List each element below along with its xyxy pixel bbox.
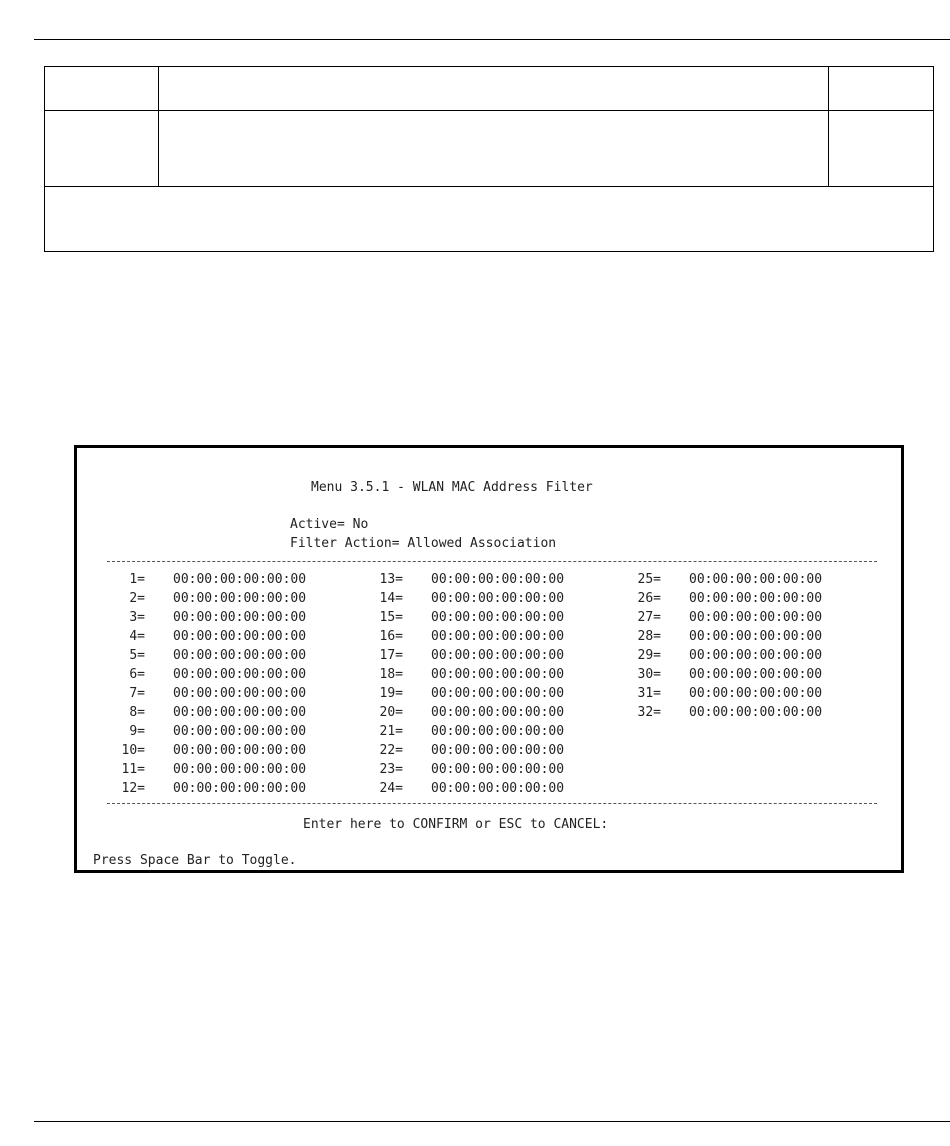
mac-entry[interactable]: 5= 00:00:00:00:00:00 (129, 648, 307, 663)
table-row-divider (45, 110, 933, 111)
mac-entry[interactable]: 1= 00:00:00:00:00:00 (129, 572, 307, 587)
mac-entry[interactable]: 3= 00:00:00:00:00:00 (129, 610, 307, 625)
mac-entry[interactable]: 16= 00:00:00:00:00:00 (379, 629, 565, 644)
mac-entry[interactable]: 27= 00:00:00:00:00:00 (637, 610, 823, 625)
mac-column-2 (357, 570, 565, 798)
mac-entry[interactable]: 13= 00:00:00:00:00:00 (379, 572, 565, 587)
empty-table (44, 66, 934, 252)
mac-entry[interactable]: 31= 00:00:00:00:00:00 (637, 686, 823, 701)
mac-entry[interactable]: 18= 00:00:00:00:00:00 (379, 667, 565, 682)
mac-entry[interactable]: 14= 00:00:00:00:00:00 (379, 591, 565, 606)
mac-entry[interactable]: 32= 00:00:00:00:00:00 (637, 705, 823, 720)
table-column-divider (828, 67, 829, 187)
mac-entry[interactable]: 15= 00:00:00:00:00:00 (379, 610, 565, 625)
mac-entry[interactable]: 28= 00:00:00:00:00:00 (637, 629, 823, 644)
filter-action-value[interactable]: Allowed Association (407, 536, 557, 551)
active-field[interactable] (290, 515, 368, 534)
mac-entry[interactable]: 24= 00:00:00:00:00:00 (379, 781, 565, 796)
filter-action-field[interactable] (290, 534, 556, 553)
terminal-screen (74, 445, 904, 873)
mac-entry[interactable]: 12= 00:00:00:00:00:00 (121, 781, 307, 796)
mac-entry[interactable]: 6= 00:00:00:00:00:00 (129, 667, 307, 682)
mac-entry[interactable]: 7= 00:00:00:00:00:00 (129, 686, 307, 701)
mac-entry[interactable]: 9= 00:00:00:00:00:00 (129, 724, 307, 739)
confirm-prompt[interactable]: Enter here to CONFIRM or ESC to CANCEL: (303, 817, 609, 832)
table-row-divider (45, 186, 933, 187)
mac-entry[interactable]: 17= 00:00:00:00:00:00 (379, 648, 565, 663)
toggle-hint: Press Space Bar to Toggle. (93, 853, 297, 868)
dashed-divider (107, 803, 877, 804)
mac-entry[interactable]: 10= 00:00:00:00:00:00 (121, 743, 307, 758)
menu-title: Menu 3.5.1 - WLAN MAC Address Filter (311, 480, 593, 495)
mac-entry[interactable]: 22= 00:00:00:00:00:00 (379, 743, 565, 758)
active-label: Active= (290, 517, 345, 532)
mac-entry[interactable]: 29= 00:00:00:00:00:00 (637, 648, 823, 663)
active-value[interactable]: No (352, 517, 369, 532)
table-column-divider (158, 67, 159, 187)
mac-column-3 (615, 570, 823, 722)
mac-entry[interactable]: 4= 00:00:00:00:00:00 (129, 629, 307, 644)
mac-entry[interactable]: 2= 00:00:00:00:00:00 (129, 591, 307, 606)
mac-entry[interactable]: 25= 00:00:00:00:00:00 (637, 572, 823, 587)
header-rule (34, 39, 950, 40)
mac-entry[interactable]: 21= 00:00:00:00:00:00 (379, 724, 565, 739)
filter-action-label: Filter Action= (290, 536, 400, 551)
mac-entry[interactable]: 11= 00:00:00:00:00:00 (121, 762, 307, 777)
mac-entry[interactable]: 26= 00:00:00:00:00:00 (637, 591, 823, 606)
mac-entry[interactable]: 23= 00:00:00:00:00:00 (379, 762, 565, 777)
mac-entry[interactable]: 19= 00:00:00:00:00:00 (379, 686, 565, 701)
mac-column-1 (99, 570, 307, 798)
dashed-divider (107, 561, 877, 562)
footer-rule (34, 1121, 950, 1122)
mac-entry[interactable]: 8= 00:00:00:00:00:00 (129, 705, 307, 720)
mac-entry[interactable]: 30= 00:00:00:00:00:00 (637, 667, 823, 682)
mac-entry[interactable]: 20= 00:00:00:00:00:00 (379, 705, 565, 720)
